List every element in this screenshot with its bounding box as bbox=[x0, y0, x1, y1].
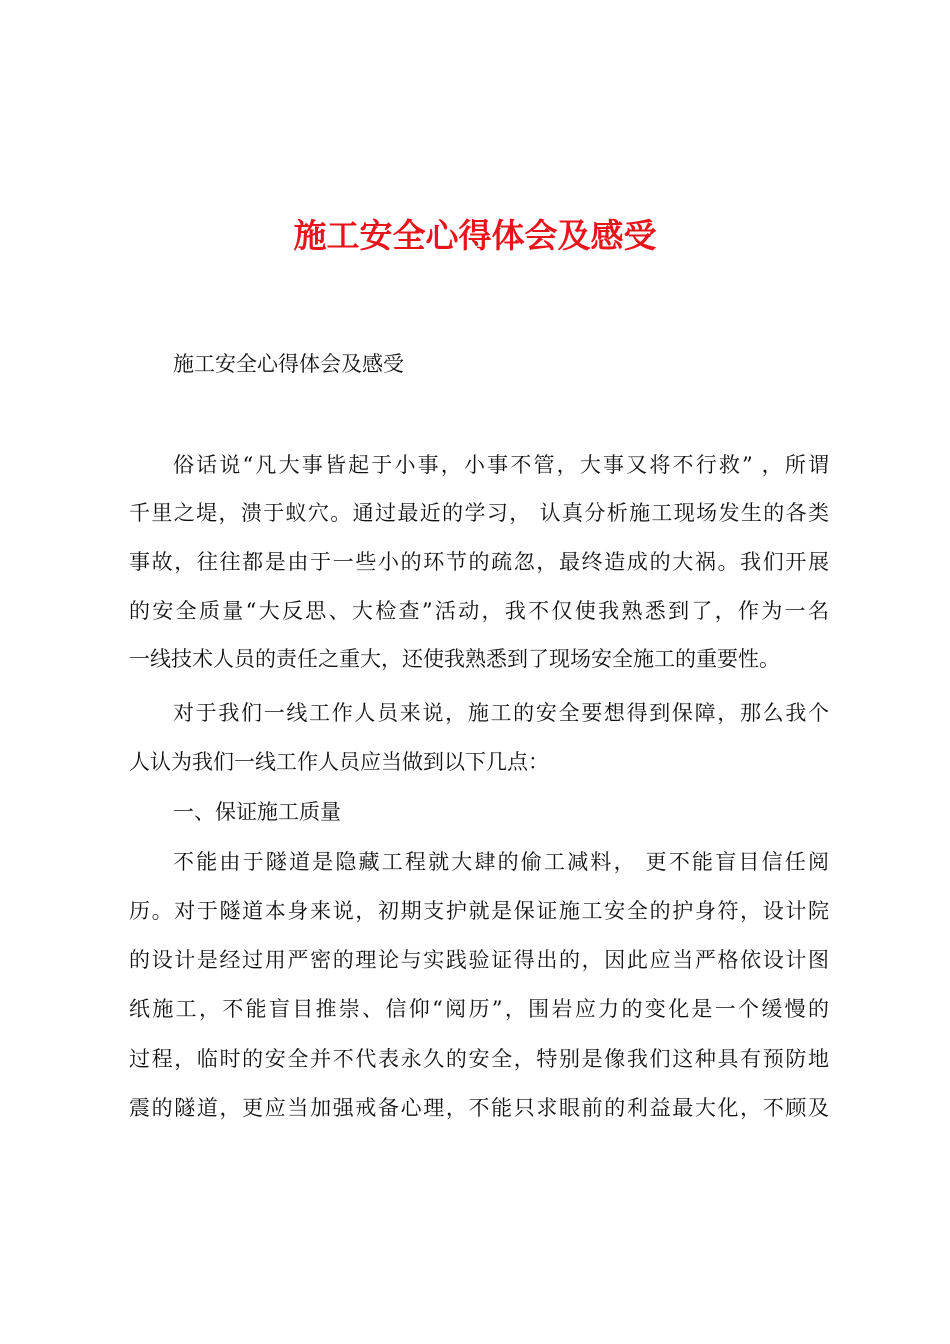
paragraph-line: 俗话说“凡大事皆起于小事，小事不管，大事又将不行救” ，所谓 bbox=[173, 453, 829, 477]
paragraph-line: 震的隧道，更应当加强戒备心理，不能只求眼前的利益最大化，不顾及 bbox=[129, 1096, 829, 1120]
document-subtitle: 施工安全心得体会及感受 bbox=[173, 352, 404, 376]
paragraph-line: 过程，临时的安全并不代表永久的安全，特别是像我们这种具有预防地 bbox=[129, 1047, 829, 1071]
paragraph-line: 千里之堤，溃于蚁穴。通过最近的学习， 认真分析施工现场发生的各类 bbox=[129, 501, 829, 525]
document-title: 施工安全心得体会及感受 bbox=[293, 216, 657, 255]
paragraph-line: 的设计是经过用严密的理论与实践验证得出的，因此应当严格依设计图 bbox=[129, 948, 829, 972]
paragraph-line: 一线技术人员的责任之重大，还使我熟悉到了现场安全施工的重要性。 bbox=[129, 647, 780, 671]
paragraph-line: 纸施工，不能盲目推崇、信仰“阅历”，围岩应力的变化是一个缓慢的 bbox=[129, 997, 829, 1021]
paragraph-line: 对于我们一线工作人员来说，施工的安全要想得到保障，那么我个 bbox=[173, 701, 829, 725]
paragraph-line: 事故，往往都是由于一些小的环节的疏忽，最终造成的大祸。我们开展 bbox=[129, 550, 829, 574]
paragraph-line: 不能由于隧道是隐藏工程就大肆的偷工减料， 更不能盲目信任阅 bbox=[173, 850, 829, 874]
paragraph-line: 的安全质量“大反思、大检查”活动，我不仅使我熟悉到了，作为一名 bbox=[129, 599, 829, 623]
paragraph-line: 人认为我们一线工作人员应当做到以下几点： bbox=[129, 750, 549, 774]
paragraph-line: 历。对于隧道本身来说，初期支护就是保证施工安全的护身符，设计院 bbox=[129, 899, 829, 923]
section-heading: 一、保证施工质量 bbox=[173, 800, 341, 824]
